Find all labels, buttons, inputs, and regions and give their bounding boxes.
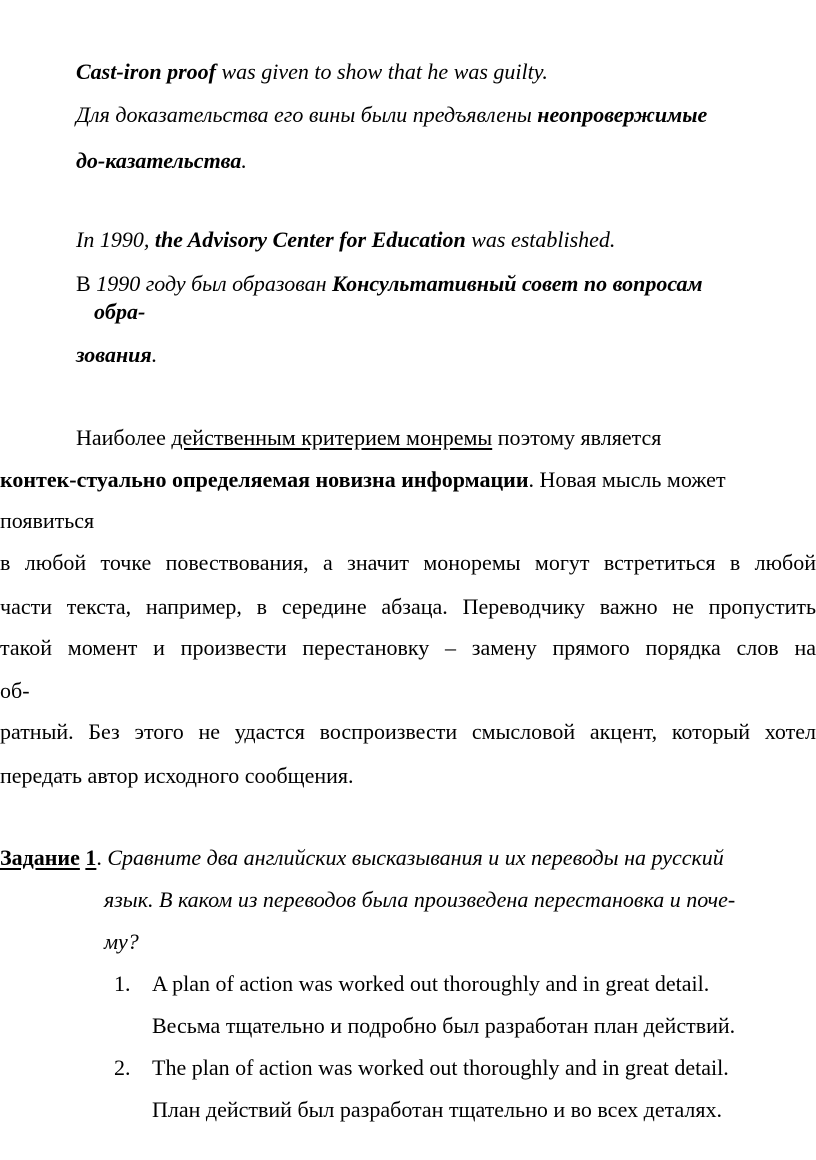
example2-english [76, 226, 615, 254]
example1-russian-start: Для доказательства его вины были предъявлены [76, 102, 538, 127]
paragraph-line-4: в любой точке повествования, а значит моноремы могут встретиться в любой [0, 550, 816, 575]
paragraph-line-9: передать автор исходного сообщения. [0, 763, 354, 788]
example2-english-start: In 1990, [76, 227, 155, 252]
task-number: 1 [85, 845, 97, 870]
task-text-line-3: му? [104, 929, 139, 954]
example1-russian-end: . [241, 148, 247, 173]
example2-russian-hyphen: обра- [94, 299, 146, 324]
paragraph-line-8: ратный. Без этого не удастся воспроизвести смысловой акцент, который хотел [0, 719, 816, 744]
task-item-1-english [114, 970, 709, 998]
task-item-2-number: 2. [114, 1055, 131, 1080]
example2-russian-bold: Консультативный совет по вопросам [332, 271, 703, 296]
example2-english-bold: the Advisory Center for Education [154, 227, 466, 252]
example2-russian-end: . [151, 342, 158, 367]
paragraph-line-5: части текста, например, в середине абзаца. Переводчику важно не пропустить [0, 594, 816, 619]
paragraph-line-1 [76, 424, 661, 452]
example1-russian-cont [76, 147, 247, 175]
example1-english [76, 58, 548, 86]
example2-russian-v: В [76, 271, 97, 296]
example2-russian-bold3: зования [76, 342, 152, 367]
task-label: Задание [0, 845, 80, 870]
example1-english-rest: was given to show that he was guilty. [215, 59, 548, 84]
task-item-2-russian: План действий был разработан тщательно и во всех деталях. [152, 1097, 723, 1122]
paragraph-line-3: появиться [0, 508, 95, 533]
task-text-line-1: Сравните два английских высказывания и их переводы на русский [107, 845, 724, 870]
task-item-1-russian: Весьма тщательно и подробно был разработан план действий. [152, 1013, 736, 1038]
example1-russian [76, 101, 707, 129]
example2-english-end: was established. [465, 227, 616, 252]
paragraph-l1-start: Наиболее [76, 425, 172, 450]
task-heading [0, 844, 724, 872]
example2-russian-start: 1990 году был образован [96, 271, 333, 296]
example1-russian-bold2: до-казательства [76, 148, 242, 173]
paragraph-l1-end: поэтому является [492, 425, 662, 450]
task-dot: . [96, 845, 108, 870]
paragraph-line-7: об- [0, 678, 30, 703]
paragraph-l1-underlined: действенным критерием монремы [171, 425, 493, 450]
example1-russian-bold: неопровержимые [537, 102, 708, 127]
task-item-1-en: A plan of action was worked out thoroughly and in great detail. [152, 971, 710, 996]
example2-russian [76, 270, 703, 298]
paragraph-line-6: такой момент и произвести перестановку – замену прямого порядка слов на [0, 635, 816, 660]
paragraph-l2-bold: контек-стуально определяемая новизна информации [0, 467, 529, 492]
example2-russian-cont [76, 341, 157, 369]
paragraph-line-2 [0, 466, 726, 494]
example1-english-bold: Cast-iron proof [76, 59, 216, 84]
task-item-1-number: 1. [114, 971, 131, 996]
task-item-2-english [114, 1054, 729, 1082]
task-text-line-2: язык. В каком из переводов была произведена перестановка и поче- [104, 887, 736, 912]
paragraph-l2-end: . Новая мысль может [528, 467, 726, 492]
task-item-2-en: The plan of action was worked out thoroughly and in great detail. [152, 1055, 729, 1080]
